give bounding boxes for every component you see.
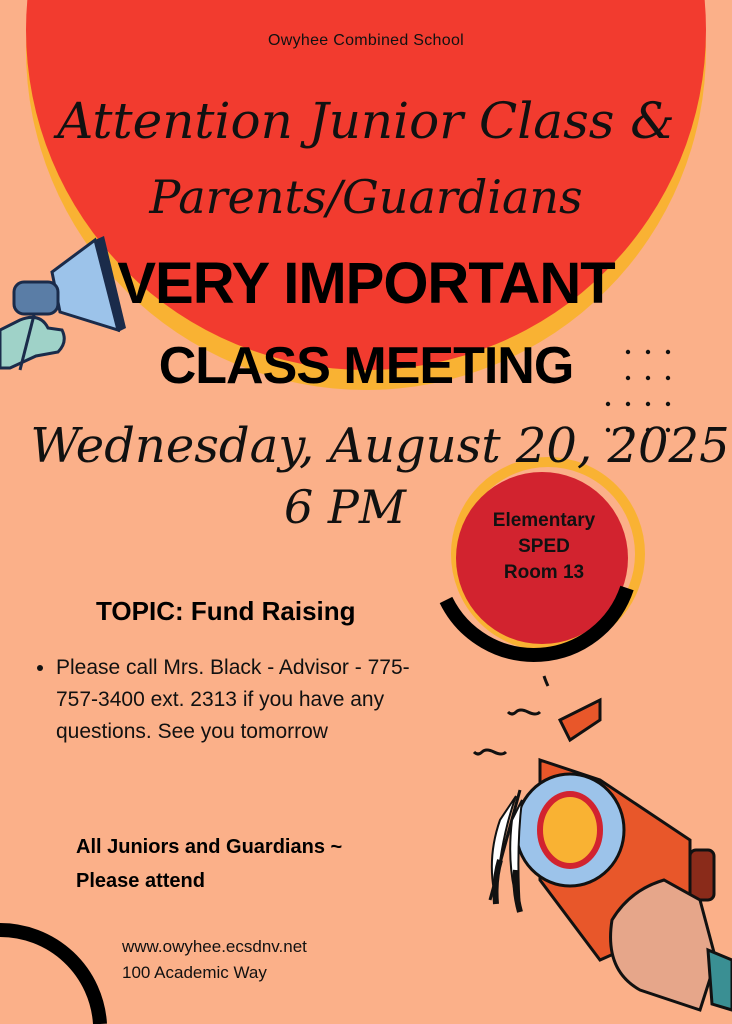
contact-info [26, 652, 446, 748]
attend-note [76, 830, 436, 898]
contact-bullet: • Please call Mrs. Black - Advisor - 775-757-3400 ext. 2313 if you have any questions. See you tomorrow [56, 652, 446, 748]
headline-line-2: Parents/Guardians [149, 170, 583, 224]
topic-heading: TOPIC: Fund Raising [96, 596, 356, 626]
address: 100 Academic Way [122, 963, 267, 982]
meeting-location [458, 508, 630, 586]
footer-info [122, 934, 307, 986]
website-link[interactable]: www.owyhee.ecsdnv.net [122, 937, 307, 956]
important-line-2: CLASS MEETING [158, 337, 574, 395]
corner-black-arc [0, 930, 100, 1024]
location-line-1: Elementary [492, 510, 596, 531]
attend-line-2: Please attend [76, 870, 205, 892]
attend-line-1: All Juniors and Guardians ~ [76, 836, 343, 858]
location-line-3: Room 13 [503, 562, 585, 583]
location-line-2: SPED [518, 536, 570, 557]
important-line-1: VERY IMPORTANT [117, 251, 615, 316]
meeting-time: 6 PM [284, 480, 406, 534]
headline-line-1: Attention Junior Class & [57, 92, 675, 150]
meeting-date: Wednesday, August 20, 2025 [30, 418, 730, 474]
school-name: Owyhee Combined School [267, 32, 465, 49]
megaphone-right-icon [474, 676, 732, 1010]
